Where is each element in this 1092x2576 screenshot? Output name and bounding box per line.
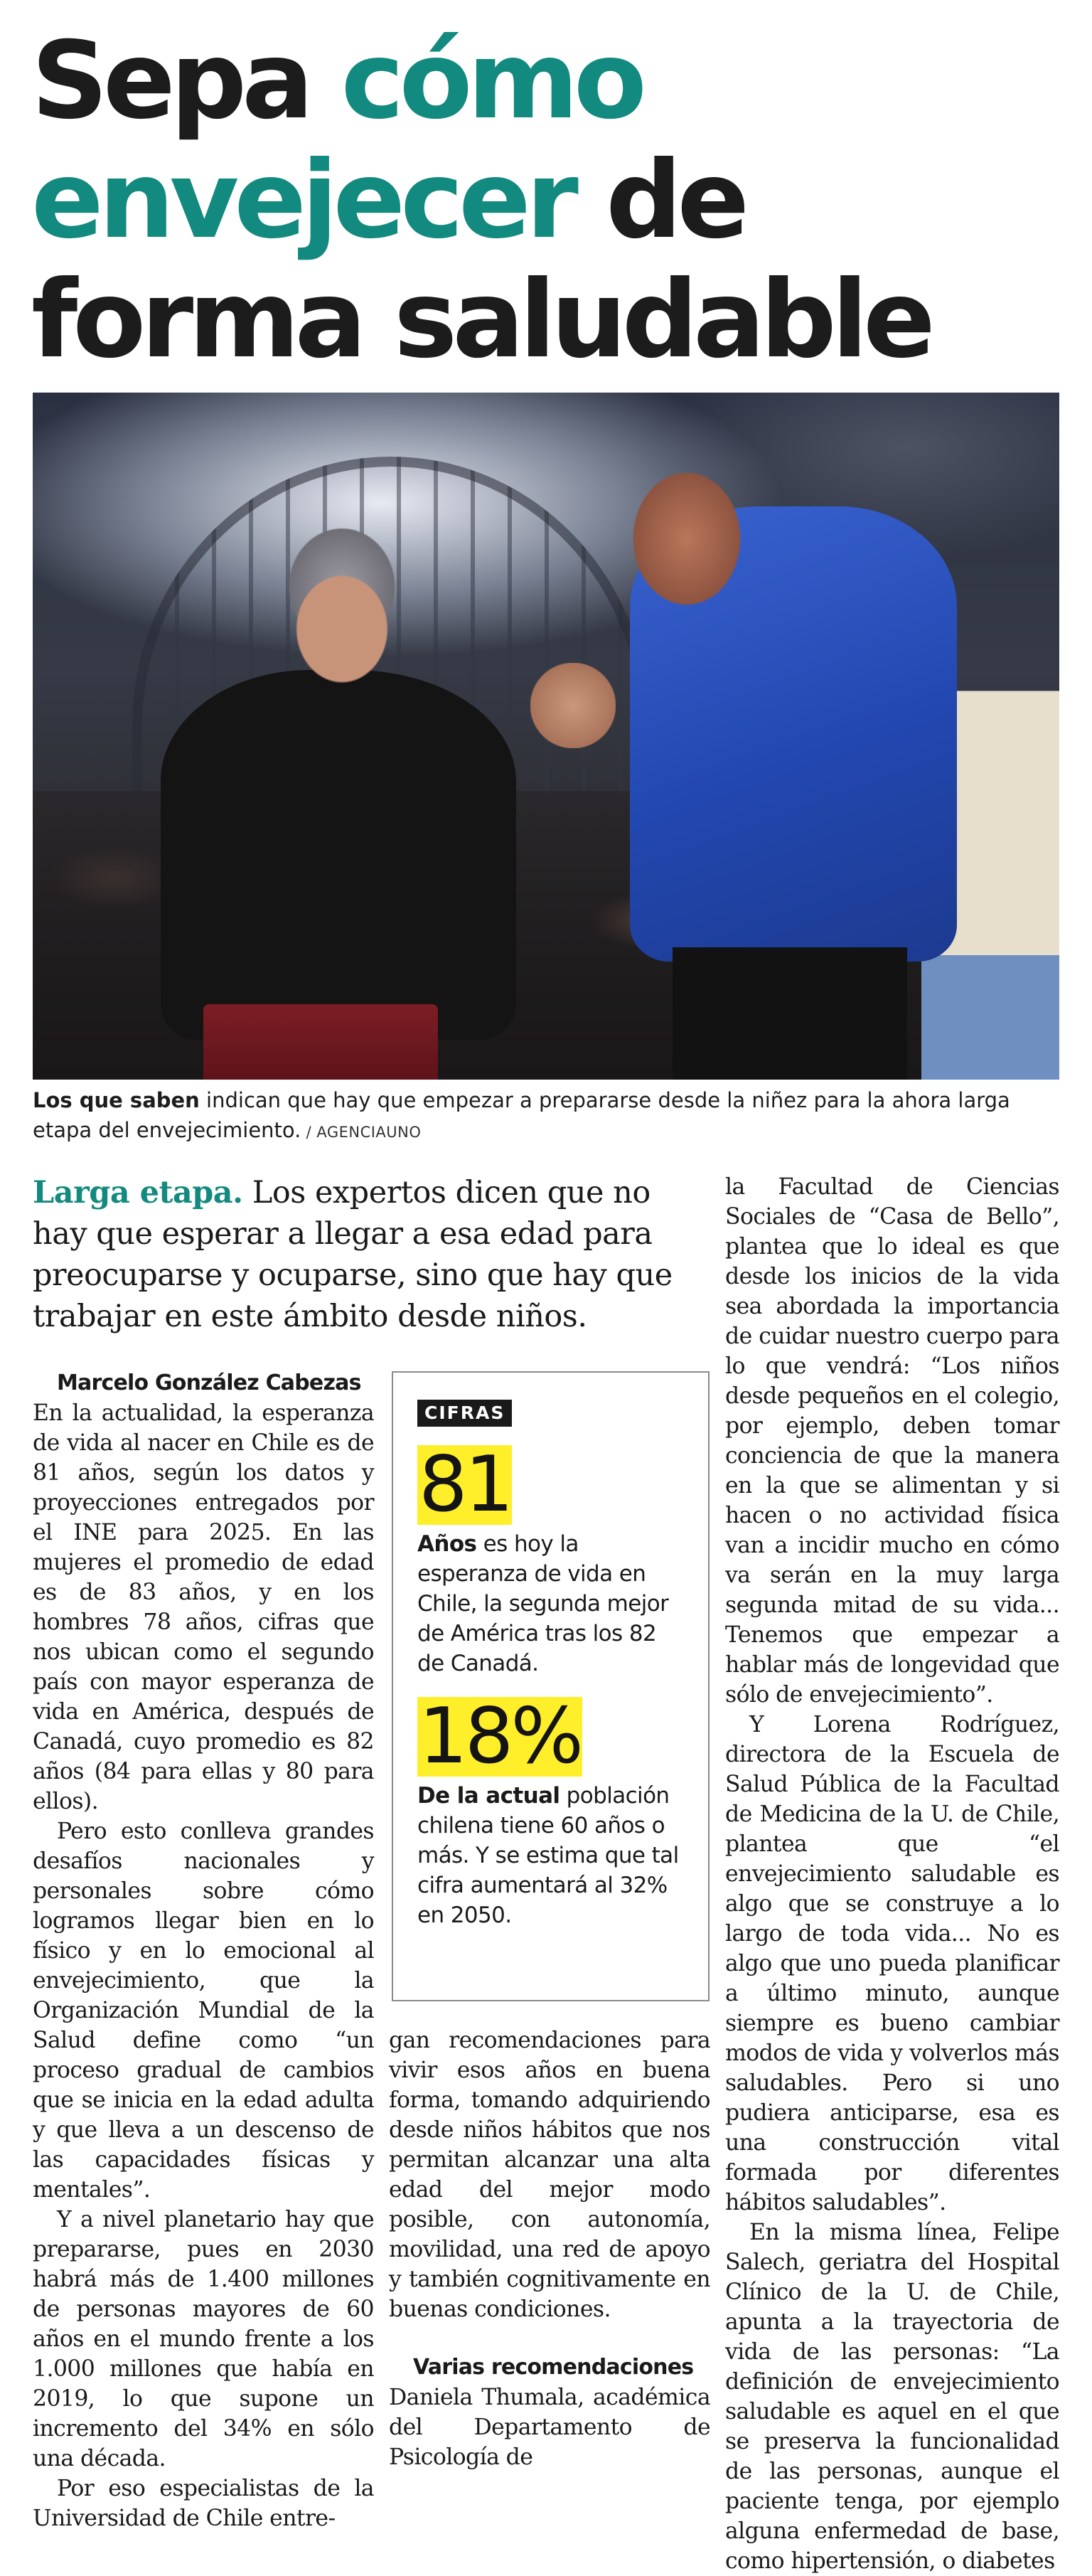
photo-man-head <box>623 457 751 606</box>
body-paragraph: Y a nivel planetario hay que prepararse, pues en 2030 habrá más de 1.400 millones de personas mayores de 60 años en el mundo frente a los 1.000 millones que había en 2019, lo que supone un incremento del 34% en sólo una década. <box>33 2207 374 2471</box>
headline-line-2: envejecer de <box>31 139 745 262</box>
body-paragraph: la Facultad de Ciencias Sociales de “Casa de Bello”, plantea que lo ideal es que desde los inicios de la vida sea abordada la importancia de cuidar nuestro cuerpo para lo que vendrá: “Los niños desde pequeños en el colegio, por ejemplo, deben tomar conciencia de que la manera en la que se alimentan y si hacen o no actividad física van a incidir mucho en cómo va serán en la muy larga segunda mitad de su vida... Tenemos que empezar a hablar más de longevidad que sólo de envejecimiento”. <box>725 1174 1059 1708</box>
article-photo <box>33 393 1059 1080</box>
article-lead <box>33 1172 708 1337</box>
body-paragraph: Por eso especialistas de la Universidad de Chile entre- <box>33 2476 374 2531</box>
lead-kicker: Larga etapa. <box>33 1175 243 1210</box>
byline: Marcelo González Cabezas <box>57 1371 361 1395</box>
headline <box>31 21 1069 380</box>
caption-bold: Los que saben <box>33 1088 200 1112</box>
headline-line-1: Sepa cómo <box>31 19 642 143</box>
photo-woman-hand <box>530 663 616 748</box>
body-paragraph: Y Lorena Rodríguez, directora de la Escuela de Salud Pública de la Facultad de Medicina de la U. de Chile, plantea que “el envejecimiento saludable es algo que se construye a lo largo de toda vida... No es algo que uno pueda planificar a último minuto, aunque siempre es bueno cambiar modos de vida y volverlos más saludables. Pero si uno pudiera anticiparse, esa es una construcción vital formada por diferentes hábitos saludables”. <box>725 1712 1059 2215</box>
body-paragraph: gan recomendaciones para vivir esos años en buena forma, tomando adquiriendo desde niños hábitos que nos permitan alcanzar una alta edad del mejor modo posible, con autonomía, movilidad, una red de apoyo y también cognitivamente en buenas condiciones. <box>389 2028 710 2322</box>
stat-18-description: De la actual población chilena tiene 60 años o más. Y se estima que tal cifra aumentará al 32% en 2050. <box>417 1783 679 1928</box>
cifras-box <box>392 1371 710 2001</box>
body-paragraph: Daniela Thumala, académica del Departamento de Psicología de <box>389 2385 710 2470</box>
cifras-tag: CIFRAS <box>417 1400 512 1427</box>
subhead-varias-recomendaciones: Varias recomendaciones <box>413 2355 694 2380</box>
article-column-2 <box>389 2026 710 2472</box>
stat-81-value: 81 <box>419 1440 511 1529</box>
photo-woman-red-skirt <box>203 1004 438 1080</box>
photo-caption <box>33 1085 1064 1147</box>
article-column-3 <box>725 1172 1059 2576</box>
body-paragraph: En la actualidad, la esperanza de vida al nacer en Chile es de 81 años, según los datos y proyecciones entregados por el INE para 2025. En las mujeres el promedio de edad es de 83 años, y en los hombres 78 años, cifras que nos ubican como el segundo país con mayor esperanza de vida en América, después de Canadá, cuyo promedio es 82 años (84 para ellas y 80 para ellos). <box>33 1400 374 1814</box>
article-column-1 <box>33 1368 374 2533</box>
photo-woman-black-top <box>161 670 516 1040</box>
photo-woman-head <box>274 528 410 691</box>
stat-18-value: 18% <box>419 1692 582 1781</box>
photo-man-legs <box>673 947 907 1080</box>
lead-text: Los expertos dicen que no hay que esperar a llegar a esa edad para preocuparse y ocuparse, sino que hay que trabajar en este ámbito desde niños. <box>33 1175 673 1334</box>
body-paragraph: Pero esto conlleva grandes desafíos nacionales y personales sobre cómo logramos llegar bien en lo físico y en lo emocional al envejecimiento, que la Organización Mundial de la Salud define como “un proceso gradual de cambios que se inicia en la edad adulta y que lleva a un descenso de las capacidades físicas y mentales”. <box>33 1819 374 2203</box>
body-paragraph: En la misma línea, Felipe Salech, geriatra del Hospital Clínico de la U. de Chile, apunta a la trayectoria de vida de las personas: “La definición de envejecimiento saludable es aquel en el que se preserva la funcionalidad de las personas, aunque el paciente tenga, por ejemplo alguna enfermedad de base, como hipertensión, o diabetes <box>725 2220 1059 2574</box>
headline-line-3: forma saludable <box>31 258 931 382</box>
stat-81-description: Años es hoy la esperanza de vida en Chile, la segunda mejor de América tras los 82 de Canadá. <box>417 1531 669 1676</box>
photo-credit: / AGENCIAUNO <box>301 1124 422 1141</box>
caption-text: indican que hay que empezar a prepararse desde la niñez para la ahora larga etapa del envejecimiento. <box>33 1088 1010 1142</box>
